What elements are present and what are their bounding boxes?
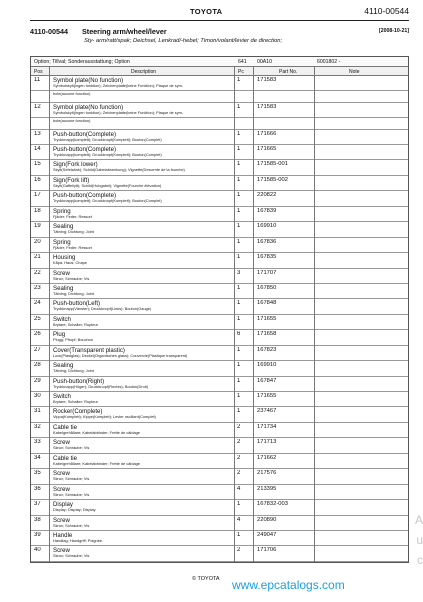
page-title: Steering arm/wheel/lever	[82, 27, 167, 36]
row-qty: 1	[237, 238, 241, 245]
table-row	[31, 91, 408, 102]
row-part-number: 171655	[257, 315, 277, 322]
row-qty: 1	[237, 300, 241, 307]
column-divider	[234, 67, 235, 562]
table-row	[31, 130, 408, 145]
row-pos: 31	[34, 408, 41, 415]
row-qty: 2	[237, 439, 241, 446]
table-row	[31, 176, 408, 191]
row-pos: 25	[34, 315, 41, 322]
row-qty: 1	[237, 377, 241, 384]
row-description: Push-button(Complete)	[53, 146, 116, 153]
row-qty: 2	[237, 547, 241, 554]
column-divider	[49, 67, 50, 562]
row-qty: 1	[237, 146, 241, 152]
row-pos: 36	[34, 485, 41, 492]
row-qty: 1	[237, 192, 241, 199]
row-description: Handle	[53, 531, 73, 539]
row-part-number: 167847	[257, 377, 277, 384]
row-description: Spring	[53, 207, 71, 215]
row-translation: Tätning; Dichtung; Joint	[53, 290, 94, 296]
row-description: Cable tie	[53, 423, 78, 431]
row-description-cell	[53, 378, 235, 390]
row-translation: Symbolskylt(ingen funktion); Zeichenplatte(keine Funktion); Plaque de sym-	[53, 109, 184, 115]
row-description: Housing	[53, 254, 76, 262]
column-note: Note	[349, 68, 360, 75]
page-subtitle: Sty- arm/ratt/spak; Deichsel, Lenkrad/-hebel; Timon/volant/levier de direction;	[84, 38, 283, 44]
row-description-cell	[53, 77, 235, 89]
row-part-number: 171665	[257, 146, 277, 152]
row-pos: 37	[34, 501, 41, 508]
row-description: Plug	[53, 331, 66, 339]
row-qty: 1	[237, 176, 241, 183]
column-qty: Pc	[238, 68, 244, 75]
row-pos: 29	[34, 377, 41, 384]
row-qty: 1	[237, 393, 241, 399]
row-qty: 1	[237, 130, 241, 137]
row-pos: 38	[34, 516, 41, 523]
row-description: Push-button(Left)	[53, 300, 101, 308]
row-qty: 4	[237, 516, 241, 523]
row-pos: 27	[34, 346, 41, 353]
row-pos: 40	[34, 547, 41, 554]
row-translation: Kabelgrehållare; Kabelabbinder; Frette de câblage	[53, 429, 140, 435]
table-row	[31, 454, 408, 469]
table-row	[31, 485, 408, 500]
row-translation: Brytare; Schalter; Rupteur	[53, 321, 98, 327]
row-description: Cable tie	[53, 454, 78, 462]
watermark-link[interactable]: www.epcatalogs.com	[232, 578, 345, 592]
row-pos: 23	[34, 284, 41, 291]
row-part-number: 213395	[257, 485, 277, 492]
row-part-number: 171585-001	[257, 161, 288, 168]
row-description-cell	[53, 408, 235, 420]
table-row	[31, 500, 408, 515]
row-description-cell	[53, 223, 235, 235]
row-part-number: 220822	[257, 192, 277, 199]
row-description-cell	[53, 331, 235, 343]
row-qty: 1	[237, 103, 241, 110]
row-part-number: 171713	[257, 439, 277, 446]
row-translation: Skruv; Schraube; Vis	[53, 445, 90, 451]
row-part-number: 220890	[257, 516, 277, 523]
row-translation: Tryckknapp(komplett); Druckknopf(Komplett); Bouton(Complet)	[53, 152, 162, 157]
row-description: Screw	[53, 547, 70, 555]
table-row	[31, 145, 408, 160]
row-pos: 18	[34, 207, 41, 214]
row-part-number: 171658	[257, 331, 277, 338]
row-translation: bole(aucune fonction)	[53, 92, 91, 97]
row-description: Push-button(Complete)	[53, 130, 116, 138]
row-part-number: 171662	[257, 454, 277, 461]
row-translation: Tryckknapp(komplett); Druckknopf(Komplett); Bouton(Complet)	[53, 198, 162, 204]
table-row	[31, 222, 408, 237]
row-translation: Vippa(Komplett); Kippe(Komplett); Levier oscillant(Complet)	[53, 414, 156, 420]
row-qty: 2	[237, 454, 241, 461]
row-description-cell	[53, 177, 235, 189]
option-code-1: 641	[238, 58, 247, 65]
row-pos: 35	[34, 470, 41, 477]
table-row	[31, 377, 408, 392]
row-description: Screw	[53, 485, 70, 493]
row-translation: Skylt(Sefelsänk); Schild(Gabelabsenkung); Vignette(Descente de la fourche)	[53, 167, 185, 173]
row-part-number: 171707	[257, 269, 277, 276]
row-part-number: 171585-002	[257, 176, 288, 183]
row-description: Symbol plate(No function)	[53, 77, 124, 84]
table-row	[31, 469, 408, 484]
column-divider	[314, 67, 315, 562]
row-description-cell	[53, 439, 235, 451]
row-part-number: 167835	[257, 254, 277, 261]
row-description-cell	[53, 424, 235, 436]
table-row	[31, 284, 408, 299]
row-description: Screw	[53, 269, 70, 277]
table-row	[31, 269, 408, 284]
table-row	[31, 76, 408, 91]
row-pos: 33	[34, 439, 41, 446]
row-description-cell	[53, 517, 235, 529]
column-divider	[253, 67, 254, 562]
row-pos: 11	[34, 77, 41, 83]
row-description-cell	[53, 486, 235, 498]
row-pos: 15	[34, 161, 41, 168]
row-pos: 32	[34, 423, 41, 430]
table-row	[31, 330, 408, 345]
row-pos: 16	[34, 176, 41, 183]
row-part-number: 249047	[257, 531, 277, 538]
row-description: Screw	[53, 439, 70, 447]
table-header	[31, 67, 408, 76]
side-watermark: A u c	[414, 513, 423, 567]
row-translation: Lock(Plastglas); Deckel(Organisches glass); Couvercle(Plastique transparent)	[53, 352, 188, 358]
row-description: Switch	[53, 315, 71, 323]
row-translation: Tryckknapp(Höger); Druckknopf(Rechts); Bouton(Droit)	[53, 383, 148, 389]
row-description-cell	[53, 455, 235, 467]
row-description-cell	[53, 161, 235, 173]
table-row	[31, 253, 408, 268]
row-pos: 24	[34, 300, 41, 307]
row-part-number: 217576	[257, 470, 277, 477]
row-qty: 2	[237, 470, 241, 477]
row-description-cell	[53, 92, 235, 97]
row-translation: Kåpa; Haus; Chape	[53, 260, 87, 266]
row-description: Screw	[53, 470, 70, 478]
row-description: Screw	[53, 516, 70, 524]
row-qty: 1	[237, 77, 241, 83]
table-row	[31, 361, 408, 376]
row-translation: Skylt(Gaffellyft); Schild(Hubgabel); Vignette(Fourche élévation)	[53, 182, 162, 188]
row-translation: Symbolskylt(ingen funktion); Zeichenplatte(keine Funktion); Plaque de sym-	[53, 83, 184, 88]
table-row	[31, 407, 408, 422]
row-pos: 28	[34, 362, 41, 369]
copyright: © TOYOTA	[192, 576, 220, 582]
row-description: Push-button(Complete)	[53, 192, 116, 200]
row-part-number: 237467	[257, 408, 277, 415]
row-part-number: 169910	[257, 362, 277, 369]
row-pos: 21	[34, 254, 41, 261]
row-qty: 1	[237, 223, 241, 230]
table-row	[31, 160, 408, 175]
row-qty: 1	[237, 207, 241, 214]
table-body	[31, 76, 408, 562]
table-row	[31, 423, 408, 438]
table-row	[31, 238, 408, 253]
row-pos: 19	[34, 223, 41, 230]
row-qty: 1	[237, 161, 241, 168]
row-part-number: 171734	[257, 423, 277, 430]
row-pos: 26	[34, 331, 41, 338]
row-description: Display	[53, 501, 73, 509]
row-description: Sealing	[53, 284, 74, 292]
row-part-number: 171666	[257, 130, 277, 137]
table-row	[31, 516, 408, 531]
doc-number-top: 4110-00544	[364, 6, 409, 16]
row-translation: Plugg; Pfropf; Bouchon	[53, 337, 94, 343]
column-description: Description	[131, 68, 157, 75]
row-translation: Skruv; Schraube; Vis	[53, 476, 90, 482]
row-description-cell	[53, 362, 235, 374]
row-description-cell	[53, 547, 235, 559]
column-pos: Pos	[34, 68, 43, 75]
row-part-number: 167832-003	[257, 501, 288, 508]
table-row	[31, 392, 408, 407]
table-row	[31, 191, 408, 206]
row-pos: 13	[34, 130, 41, 137]
row-translation: Kabelgrehållare; Kabelabbinder; Frette de câblage	[53, 460, 140, 466]
row-description-cell	[53, 104, 235, 116]
option-code-2: 00A10	[257, 58, 273, 65]
row-pos: 30	[34, 393, 41, 399]
table-row	[31, 346, 408, 361]
row-translation: Skruv; Schraube; Vis	[53, 275, 90, 281]
row-description-cell	[53, 270, 235, 282]
row-pos: 17	[34, 192, 41, 199]
row-qty: 2	[237, 423, 241, 430]
row-description-cell	[53, 208, 235, 220]
row-description-cell	[53, 119, 235, 124]
brand-name: TOYOTA	[190, 7, 223, 16]
row-translation: Fjäder; Feder; Ressort	[53, 244, 92, 250]
row-qty: 1	[237, 408, 241, 415]
row-description-cell	[53, 131, 235, 143]
parts-table	[30, 56, 409, 563]
row-part-number: 169910	[257, 223, 277, 230]
row-description-cell	[53, 501, 235, 513]
column-part-no: Part No.	[279, 68, 298, 75]
row-qty: 4	[237, 485, 241, 492]
row-description-cell	[53, 470, 235, 482]
row-pos: 14	[34, 146, 41, 152]
row-qty: 1	[237, 501, 241, 508]
options-label: Option; Tillval; Sonderausstattung; Option	[34, 58, 130, 65]
table-row	[31, 103, 408, 118]
table-row	[31, 438, 408, 453]
row-description: Spring	[53, 238, 71, 246]
row-translation: Display; Display; Display	[53, 507, 96, 513]
row-pos: 20	[34, 238, 41, 245]
row-qty: 1	[237, 315, 241, 322]
doc-date: [2008-10-21]	[379, 28, 409, 34]
row-qty: 1	[237, 362, 241, 369]
row-translation: Skruv; Schraube; Vis	[53, 491, 90, 497]
row-qty: 1	[237, 346, 241, 353]
table-row	[31, 299, 408, 314]
row-translation: Tryckknapp(Vänster); Druckknopf(Links); Bouton(Gauge)	[53, 306, 152, 312]
row-translation: Tätning; Dichtung; Joint	[53, 229, 94, 235]
row-part-number: 171655	[257, 393, 277, 399]
row-description-cell	[53, 192, 235, 204]
row-part-number: 167836	[257, 238, 277, 245]
option-code-3: 6001802 -	[317, 58, 341, 65]
row-translation: bole(aucune fonction)	[53, 119, 91, 124]
table-row	[31, 315, 408, 330]
row-description: Sealing	[53, 362, 74, 370]
row-pos: 22	[34, 269, 41, 276]
options-row	[31, 57, 408, 67]
table-row	[31, 207, 408, 222]
row-pos: 39	[34, 531, 41, 538]
row-pos: 34	[34, 454, 41, 461]
doc-number: 4110-00544	[30, 27, 68, 36]
row-part-number: 167850	[257, 284, 277, 291]
row-translation: Tryckknapp(komplett); Druckknopf(Komplett); Bouton(Complet)	[53, 136, 162, 142]
row-description: Sign(Fork lower)	[53, 161, 98, 169]
table-row	[31, 546, 408, 561]
row-description-cell	[53, 300, 235, 312]
row-description-cell	[53, 316, 235, 328]
table-row	[31, 531, 408, 546]
header-divider	[30, 20, 409, 21]
row-part-number: 171583	[257, 77, 277, 83]
row-description: Switch	[53, 393, 71, 400]
row-description: Push-button(Right)	[53, 377, 105, 385]
row-description: Symbol plate(No function)	[53, 103, 124, 111]
row-part-number: 167848	[257, 300, 277, 307]
row-description-cell	[53, 146, 235, 158]
row-description-cell	[53, 239, 235, 251]
row-qty: 3	[237, 269, 241, 276]
row-translation: Skruv; Schraube; Vis	[53, 522, 90, 528]
table-row	[31, 118, 408, 129]
row-qty: 1	[237, 531, 241, 538]
row-part-number: 167839	[257, 207, 277, 214]
row-translation: Handtag; Handgriff; Poignée.	[53, 537, 104, 543]
row-translation: Skruv; Schraube; Vis	[53, 553, 90, 559]
row-part-number: 167823	[257, 346, 277, 353]
row-description-cell	[53, 532, 235, 544]
row-qty: 6	[237, 331, 241, 338]
row-description: Sign(Fork lift)	[53, 176, 90, 184]
row-translation: Brytare; Schalter; Rupteur	[53, 399, 98, 404]
row-part-number: 171706	[257, 547, 277, 554]
row-qty: 1	[237, 254, 241, 261]
row-description: Cover(Transparent plastic)	[53, 346, 125, 354]
row-description-cell	[53, 254, 235, 266]
row-description: Sealing	[53, 223, 74, 231]
row-description-cell	[53, 347, 235, 359]
row-description-cell	[53, 285, 235, 297]
row-translation: Tätning; Dichtung; Joint	[53, 368, 94, 374]
row-part-number: 171583	[257, 103, 277, 110]
row-translation: Fjäder; Feder; Ressort	[53, 213, 92, 219]
row-pos: 12	[34, 103, 41, 110]
row-qty: 1	[237, 284, 241, 291]
row-description-cell	[53, 393, 235, 405]
row-description: Rocker(Complete)	[53, 408, 103, 416]
